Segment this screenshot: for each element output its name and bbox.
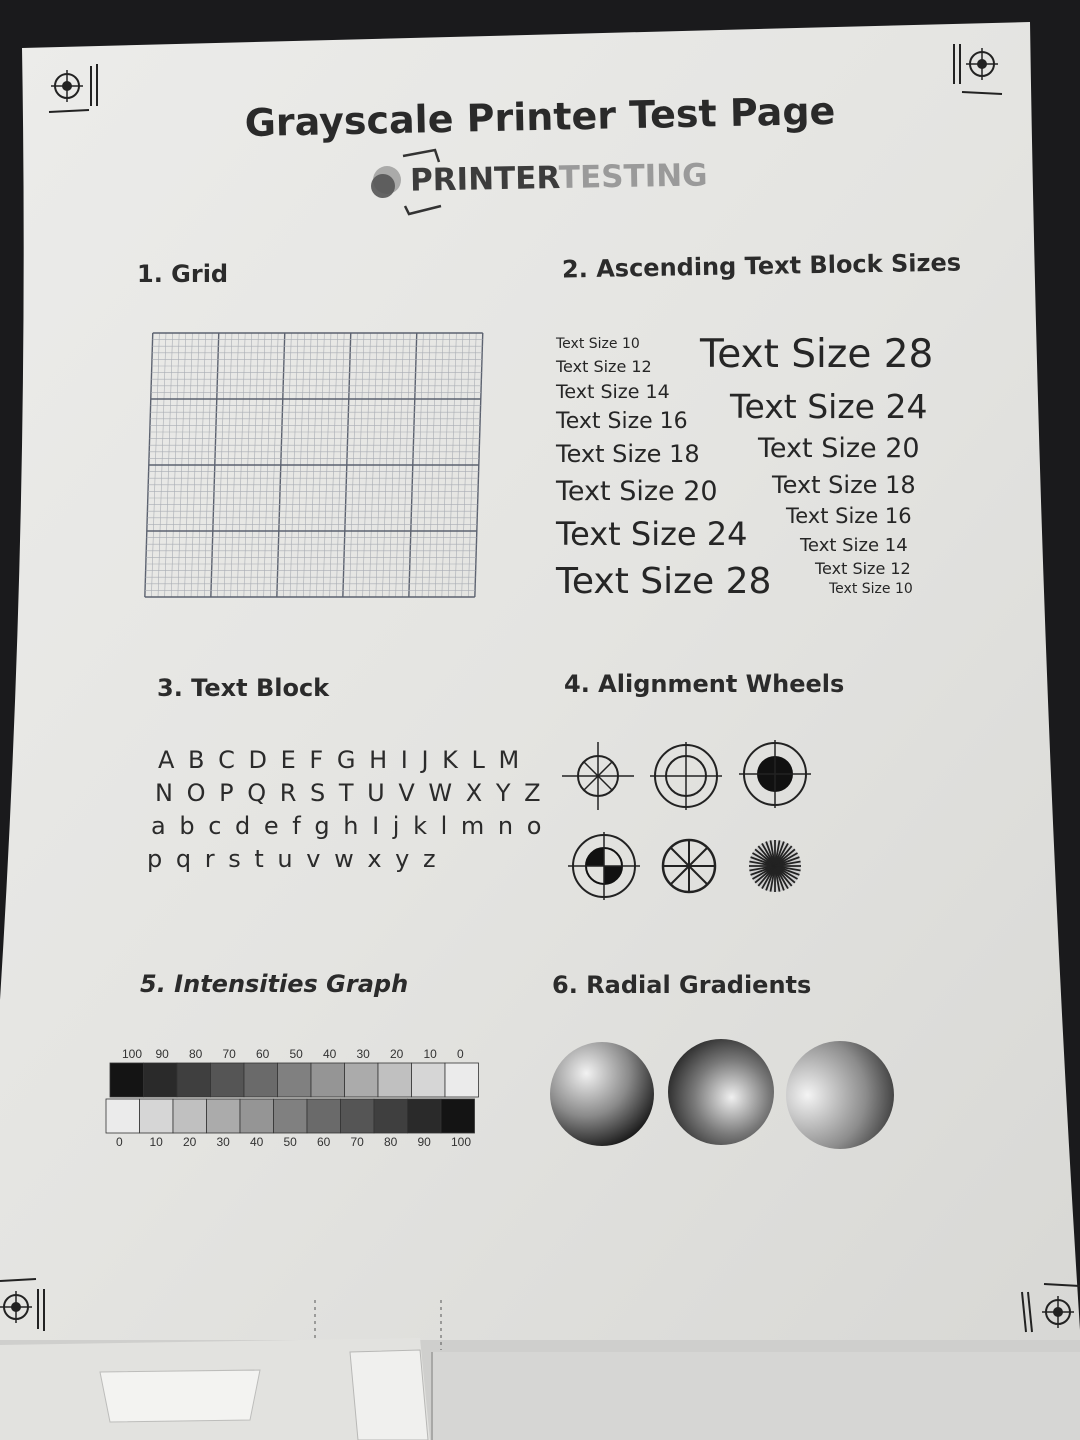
intensity-cell-top	[177, 1063, 211, 1097]
intensity-top-label: 80	[189, 1047, 203, 1061]
intensity-cell-top	[144, 1063, 178, 1097]
intensity-top-label: 0	[457, 1047, 464, 1061]
intensity-cell-bottom	[374, 1099, 408, 1133]
registration-target-icon	[1018, 1280, 1080, 1340]
alignment-wheel-rings-icon	[650, 742, 722, 810]
intensity-top-label: 70	[222, 1047, 236, 1061]
logo-wordmark	[410, 157, 708, 198]
logo-part-2: TESTING	[558, 157, 708, 196]
intensity-bottom-label: 40	[250, 1135, 264, 1149]
text-size-desc-24: Text Size 24	[730, 387, 928, 426]
section-gradients-heading: 6. Radial Gradients	[552, 971, 812, 999]
intensity-cell-bottom	[240, 1099, 274, 1133]
intensity-cell-top	[110, 1063, 144, 1097]
registration-target-icon	[0, 1275, 56, 1335]
intensity-bottom-label: 70	[350, 1135, 364, 1149]
text-size-desc-12: Text Size 12	[815, 559, 911, 578]
intensity-bottom-label: 50	[283, 1135, 297, 1149]
text-size-desc-14: Text Size 14	[800, 535, 908, 556]
intensity-cell-top	[278, 1063, 312, 1097]
section-text-block-heading: 3. Text Block	[157, 674, 330, 702]
registration-target-icon	[950, 40, 1010, 100]
text-size-asc-18: Text Size 18	[556, 440, 700, 468]
intensity-top-label: 30	[356, 1047, 370, 1061]
alignment-wheels	[560, 740, 820, 910]
section-grid-heading: 1. Grid	[137, 260, 229, 288]
text-size-desc-20: Text Size 20	[758, 433, 920, 464]
text-size-asc-10: Text Size 10	[556, 336, 640, 352]
intensity-cell-top	[378, 1063, 412, 1097]
text-size-asc-12: Text Size 12	[556, 357, 652, 376]
intensity-bottom-label: 20	[183, 1135, 197, 1149]
intensity-bottom-label: 30	[216, 1135, 230, 1149]
text-block-line-4: p q r s t u v w x y z	[147, 845, 439, 873]
intensity-top-label: 10	[423, 1047, 437, 1061]
text-size-asc-24: Text Size 24	[556, 515, 748, 553]
text-size-desc-18: Text Size 18	[772, 471, 916, 499]
section-alignment-heading: 4. Alignment Wheels	[564, 670, 845, 698]
intensity-cell-top	[345, 1063, 379, 1097]
intensity-top-label: 100	[122, 1047, 143, 1061]
radial-gradient-1	[550, 1042, 654, 1146]
intensity-bottom-label: 0	[116, 1135, 123, 1149]
section-text-sizes-heading: 2. Ascending Text Block Sizes	[561, 248, 962, 284]
intensity-cell-bottom	[274, 1099, 308, 1133]
intensity-cell-top	[445, 1063, 479, 1097]
intensity-cell-bottom	[408, 1099, 442, 1133]
intensity-cell-bottom	[173, 1099, 207, 1133]
alignment-wheel-spokes-icon	[663, 840, 715, 892]
text-size-desc-16: Text Size 16	[786, 504, 912, 528]
intensity-cell-bottom	[140, 1099, 174, 1133]
intensity-cell-bottom	[341, 1099, 375, 1133]
intensity-cell-bottom	[307, 1099, 341, 1133]
text-block-line-1: A B C D E F G H I J K L M	[158, 746, 523, 774]
alignment-wheel-filled-icon	[739, 740, 811, 808]
intensity-top-label: 20	[390, 1047, 404, 1061]
intensity-cell-bottom	[207, 1099, 241, 1133]
intensity-cell-top	[211, 1063, 245, 1097]
text-block-line-3: a b c d e f g h I j k l m n o	[151, 812, 545, 840]
intensity-bottom-label: 10	[149, 1135, 163, 1149]
registration-target-icon	[45, 62, 105, 118]
intensity-graph	[100, 1055, 490, 1140]
intensity-bottom-label: 90	[417, 1135, 431, 1149]
radial-gradient-3	[786, 1041, 894, 1149]
intensity-cell-top	[244, 1063, 278, 1097]
intensity-top-label: 90	[155, 1047, 169, 1061]
text-size-asc-16: Text Size 16	[556, 409, 688, 434]
alignment-wheel-starburst-icon	[749, 840, 801, 892]
text-size-desc-10: Text Size 10	[829, 581, 913, 597]
grid-pattern	[140, 325, 490, 605]
intensity-bottom-label: 100	[451, 1135, 472, 1149]
text-block-line-2: N O P Q R S T U V W X Y Z	[155, 779, 544, 807]
text-size-asc-14: Text Size 14	[556, 381, 670, 403]
intensity-top-label: 50	[289, 1047, 303, 1061]
logo-part-1: PRINTER	[409, 160, 560, 199]
alignment-wheel-quadrant-icon	[568, 832, 640, 900]
intensity-cell-bottom	[441, 1099, 475, 1133]
intensity-bottom-label: 80	[384, 1135, 398, 1149]
intensity-bottom-label: 60	[317, 1135, 331, 1149]
intensity-cell-top	[412, 1063, 446, 1097]
text-size-desc-28: Text Size 28	[700, 332, 934, 377]
intensity-top-label: 60	[256, 1047, 270, 1061]
text-size-asc-20: Text Size 20	[556, 476, 718, 507]
alignment-wheel-crosshair-icon	[562, 742, 634, 810]
page-title: Grayscale Printer Test Page	[244, 88, 836, 146]
intensity-cell-bottom	[106, 1099, 140, 1133]
text-size-asc-28: Text Size 28	[556, 561, 772, 602]
intensity-cell-top	[311, 1063, 345, 1097]
radial-gradients	[540, 1030, 910, 1160]
radial-gradient-2	[668, 1039, 774, 1145]
intensity-top-label: 40	[323, 1047, 337, 1061]
section-intensities-heading: 5. Intensities Graph	[140, 970, 409, 998]
